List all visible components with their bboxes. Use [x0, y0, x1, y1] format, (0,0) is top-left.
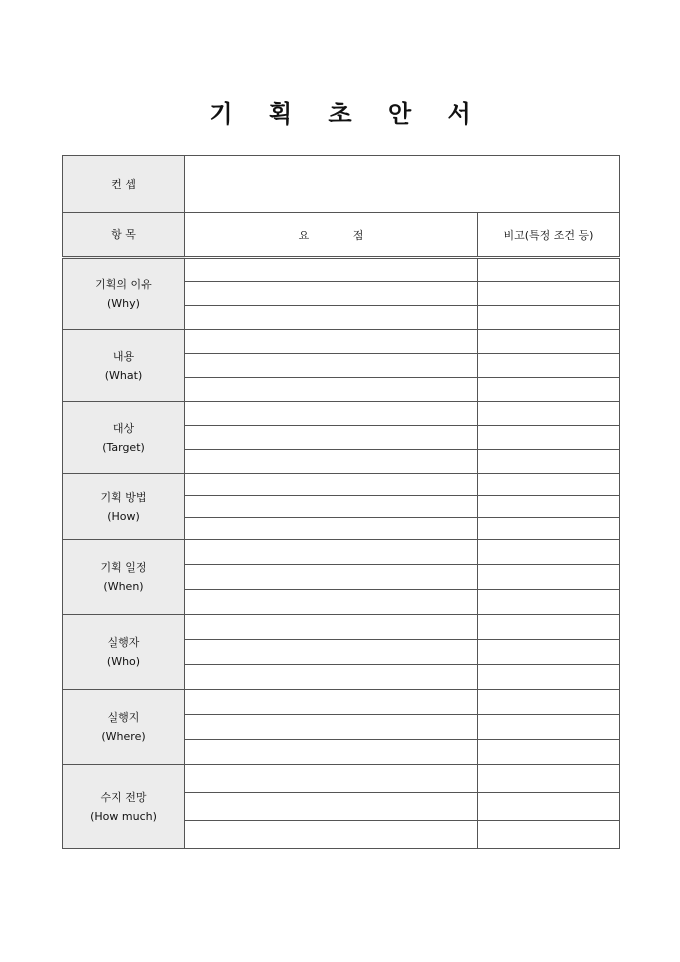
summary-cell[interactable] [185, 282, 478, 306]
note-cell[interactable] [478, 690, 620, 715]
note-cell[interactable] [478, 540, 620, 565]
table-row [63, 402, 620, 426]
summary-cell[interactable] [185, 765, 478, 793]
section-label-when [63, 540, 185, 615]
note-cell[interactable] [478, 330, 620, 354]
table-row [63, 330, 620, 354]
note-cell[interactable] [478, 765, 620, 793]
note-cell[interactable] [478, 615, 620, 640]
section-subtitle: (Target) [102, 440, 145, 454]
section-title: 실행자 [107, 636, 140, 649]
note-cell[interactable] [478, 715, 620, 740]
summary-cell[interactable] [185, 690, 478, 715]
note-cell[interactable] [478, 590, 620, 615]
summary-cell[interactable] [185, 402, 478, 426]
section-subtitle: (What) [104, 368, 143, 382]
summary-cell[interactable] [185, 640, 478, 665]
note-cell[interactable] [478, 426, 620, 450]
summary-cell[interactable] [185, 615, 478, 640]
note-cell[interactable] [478, 306, 620, 330]
summary-cell[interactable] [185, 450, 478, 474]
table-row [63, 690, 620, 715]
note-cell[interactable] [478, 793, 620, 821]
summary-cell[interactable] [185, 665, 478, 690]
note-cell[interactable] [478, 282, 620, 306]
section-subtitle: (Who) [106, 655, 141, 668]
summary-column-header: 요 점 [185, 213, 478, 258]
table-row [63, 765, 620, 793]
summary-cell[interactable] [185, 540, 478, 565]
table-row [63, 540, 620, 565]
concept-input-cell[interactable] [185, 156, 620, 213]
table-row [63, 258, 620, 282]
section-subtitle: (Why) [107, 297, 140, 310]
note-cell[interactable] [478, 450, 620, 474]
note-cell[interactable] [478, 640, 620, 665]
section-label-why [63, 258, 185, 330]
summary-cell[interactable] [185, 496, 478, 518]
section-title: 대상 [112, 421, 135, 435]
section-label-who [63, 615, 185, 690]
summary-cell[interactable] [185, 565, 478, 590]
section-subtitle: (How) [107, 509, 140, 523]
summary-cell[interactable] [185, 715, 478, 740]
note-cell[interactable] [478, 665, 620, 690]
note-cell[interactable] [478, 402, 620, 426]
concept-label: 컨 셉 [63, 156, 185, 213]
summary-cell[interactable] [185, 426, 478, 450]
summary-cell[interactable] [185, 258, 478, 282]
summary-cell[interactable] [185, 330, 478, 354]
note-cell[interactable] [478, 378, 620, 402]
note-cell[interactable] [478, 740, 620, 765]
summary-cell[interactable] [185, 590, 478, 615]
section-title: 기획 방법 [100, 490, 147, 504]
note-cell[interactable] [478, 565, 620, 590]
note-column-header: 비고(특정 조건 등) [478, 213, 620, 258]
table-row [63, 615, 620, 640]
section-subtitle: (Where) [101, 730, 146, 743]
section-title: 내용 [112, 349, 135, 363]
section-title: 실행지 [107, 711, 140, 724]
summary-cell[interactable] [185, 474, 478, 496]
column-header-row [63, 213, 620, 258]
section-title: 기획 일정 [100, 561, 147, 574]
section-label-what [63, 330, 185, 402]
section-title: 기획의 이유 [95, 278, 152, 291]
section-label-target [63, 402, 185, 474]
summary-cell[interactable] [185, 378, 478, 402]
note-cell[interactable] [478, 258, 620, 282]
section-label-where [63, 690, 185, 765]
summary-cell[interactable] [185, 354, 478, 378]
planning-draft-table [62, 155, 620, 849]
note-cell[interactable] [478, 496, 620, 518]
section-subtitle: (How much) [90, 809, 157, 823]
table-row [63, 474, 620, 496]
document-title: 기 획 초 안 서 [209, 100, 485, 128]
summary-cell[interactable] [185, 793, 478, 821]
summary-cell[interactable] [185, 518, 478, 540]
section-subtitle: (When) [103, 580, 144, 593]
summary-cell[interactable] [185, 306, 478, 330]
summary-cell[interactable] [185, 740, 478, 765]
summary-cell[interactable] [185, 821, 478, 849]
item-column-header: 항 목 [63, 213, 185, 258]
note-cell[interactable] [478, 474, 620, 496]
section-title: 수지 전망 [100, 790, 147, 804]
section-label-how-much [63, 765, 185, 849]
note-cell[interactable] [478, 821, 620, 849]
note-cell[interactable] [478, 354, 620, 378]
note-cell[interactable] [478, 518, 620, 540]
section-label-how [63, 474, 185, 540]
concept-row [63, 156, 620, 213]
